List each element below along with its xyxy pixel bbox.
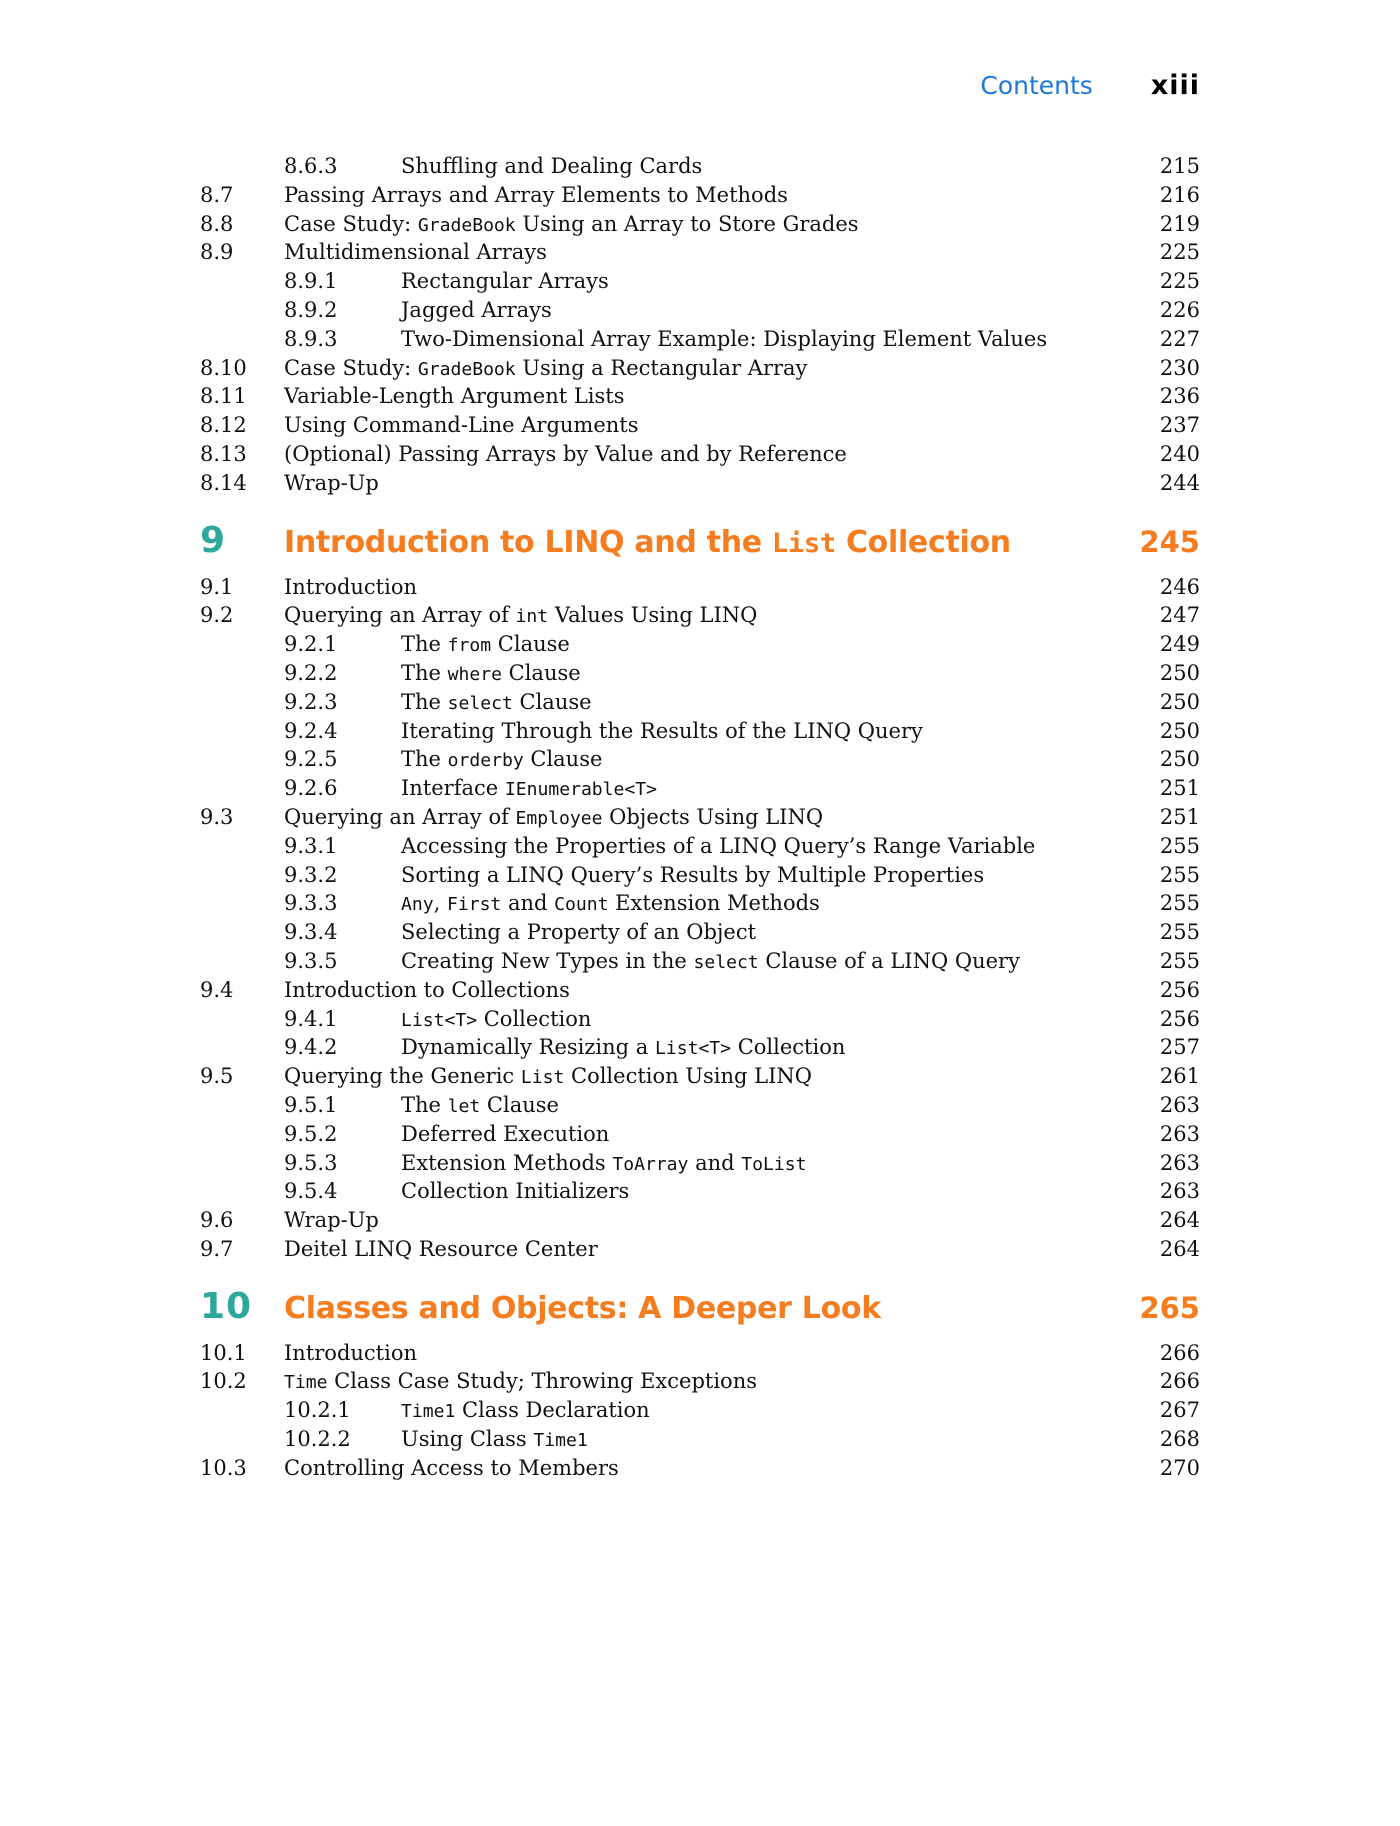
section-title: List<T> Collection: [401, 1006, 592, 1031]
code-term: orderby: [447, 750, 524, 772]
code-term: GradeBook: [417, 214, 516, 236]
section-title: Introduction to Collections: [284, 977, 570, 1002]
toc-entry-8.11: [200, 382, 1200, 411]
toc-entry-8.9.1: [200, 267, 1200, 296]
page-number: 245: [1139, 524, 1200, 559]
section-title: The orderby Clause: [401, 747, 603, 772]
page-number: 267: [1159, 1398, 1200, 1423]
toc-entry-9.7: [200, 1235, 1200, 1264]
page-number: 261: [1159, 1064, 1200, 1089]
section-number: 8.9.1: [284, 269, 338, 294]
code-term: Employee: [515, 807, 603, 829]
toc-entry-9.2.5: [200, 745, 1200, 774]
page-number: 251: [1159, 804, 1200, 829]
page-number: 255: [1159, 920, 1200, 945]
section-number: 8.9.3: [284, 326, 338, 351]
toc-entry-9.2.1: [200, 630, 1200, 659]
section-title: Dynamically Resizing a List<T> Collection: [401, 1035, 846, 1060]
page-number: 263: [1159, 1179, 1200, 1204]
code-term: Any: [401, 894, 434, 916]
toc-entry-10.3: [200, 1454, 1200, 1483]
section-title: Using Command-Line Arguments: [284, 413, 639, 438]
section-title: Any, First and Count Extension Methods: [401, 891, 820, 916]
contents-header-label: Contents: [980, 71, 1093, 100]
toc-entry-9.4.2: [200, 1033, 1200, 1062]
toc-entry-8.14: [200, 469, 1200, 498]
page-number: 237: [1159, 413, 1200, 438]
code-term: ToList: [741, 1153, 807, 1175]
code-term: from: [447, 635, 492, 657]
section-number: 9.5.2: [284, 1121, 338, 1146]
section-number: 9.4: [200, 977, 234, 1002]
toc-entry-9.5.1: [200, 1091, 1200, 1120]
toc-entry-10.2.1: [200, 1396, 1200, 1425]
page-number: 263: [1159, 1121, 1200, 1146]
section-title: The select Clause: [401, 689, 592, 714]
toc-entry-9.4.1: [200, 1005, 1200, 1034]
code-term: List: [520, 1067, 565, 1089]
section-number: 9.5.4: [284, 1179, 338, 1204]
page-number: 230: [1159, 355, 1200, 380]
page-number: 264: [1159, 1236, 1200, 1261]
page-header: [200, 70, 1200, 101]
section-number: 9.5: [200, 1064, 234, 1089]
section-number: 9.6: [200, 1208, 234, 1233]
section-number: 8.6.3: [284, 154, 338, 178]
toc-entry-9.4: [200, 976, 1200, 1005]
page-number: 225: [1159, 240, 1200, 265]
page-number: 227: [1159, 326, 1200, 351]
section-title: Variable-Length Argument Lists: [284, 384, 625, 409]
toc-entry-9.3.5: [200, 947, 1200, 976]
toc-entry-10.2.2: [200, 1425, 1200, 1454]
section-title: Deferred Execution: [401, 1121, 610, 1146]
page-number: 247: [1159, 603, 1200, 628]
page-number: 255: [1159, 891, 1200, 916]
section-title: Extension Methods ToArray and ToList: [401, 1150, 807, 1175]
page-number: 268: [1159, 1427, 1200, 1452]
section-number: 8.10: [200, 355, 247, 380]
section-number: 8.9: [200, 240, 234, 265]
section-number: 9.3.4: [284, 920, 338, 945]
section-number: 10.2.2: [284, 1427, 351, 1452]
section-title: (Optional) Passing Arrays by Value and by Reference: [284, 441, 847, 466]
code-term: Time: [284, 1372, 328, 1394]
section-number: 9.3.5: [284, 948, 338, 973]
section-number: 8.7: [200, 182, 234, 207]
section-number: 9.5.3: [284, 1150, 338, 1175]
section-title: Selecting a Property of an Object: [401, 920, 757, 945]
section-title: Wrap-Up: [284, 470, 379, 495]
section-title: Iterating Through the Results of the LINQ Query: [401, 718, 923, 743]
section-title: Case Study: GradeBook Using a Rectangular Array: [284, 355, 808, 380]
page-number: 240: [1159, 441, 1200, 466]
code-term: Time1: [533, 1430, 588, 1452]
toc-entry-9.2.4: [200, 717, 1200, 746]
page-number: 251: [1159, 776, 1200, 801]
page-number: 255: [1159, 948, 1200, 973]
section-title: Rectangular Arrays: [401, 269, 609, 294]
code-term: List<T>: [654, 1038, 732, 1060]
code-term: GradeBook: [417, 358, 516, 380]
section-number: 9.2.3: [284, 689, 338, 714]
toc-entry-9.5.3: [200, 1149, 1200, 1178]
section-title: Two-Dimensional Array Example: Displaying Element Values: [401, 326, 1048, 351]
section-title: Querying an Array of Employee Objects Using LINQ: [284, 804, 824, 829]
section-title: Introduction: [284, 1340, 417, 1365]
page-number: 264: [1159, 1208, 1200, 1233]
section-number: 9.3.2: [284, 862, 338, 887]
toc-entry-9.3: [200, 803, 1200, 832]
section-title: Multidimensional Arrays: [284, 240, 547, 265]
page-number: 250: [1159, 660, 1200, 685]
section-number: 8.12: [200, 413, 247, 438]
section-title: Interface IEnumerable<T>: [401, 776, 658, 801]
section-number: 8.14: [200, 470, 247, 495]
toc-entry-9.5.4: [200, 1177, 1200, 1206]
chapter-title: Classes and Objects: A Deeper Look: [284, 1290, 881, 1326]
section-title: Accessing the Properties of a LINQ Query’s Range Variable: [401, 833, 1036, 858]
section-number: 9.2.2: [284, 660, 338, 685]
page-number: 265: [1139, 1290, 1200, 1325]
section-title: Time1 Class Declaration: [401, 1398, 650, 1423]
folio-page-number: xiii: [1150, 70, 1200, 101]
chapter-number: 10: [200, 1285, 253, 1327]
page-number: 255: [1159, 833, 1200, 858]
code-term: IEnumerable<T>: [504, 779, 658, 801]
section-title: Time Class Case Study; Throwing Exceptions: [284, 1369, 758, 1394]
section-title: Passing Arrays and Array Elements to Methods: [284, 182, 788, 207]
toc-entry-8.10: [200, 354, 1200, 383]
toc-entry-9.1: [200, 573, 1200, 602]
section-title: The from Clause: [401, 632, 570, 657]
code-term: int: [515, 606, 549, 628]
section-title: Case Study: GradeBook Using an Array to Store Grades: [284, 211, 859, 236]
page-number: 250: [1159, 689, 1200, 714]
section-number: 9.2.6: [284, 776, 338, 801]
page-number: 266: [1159, 1369, 1200, 1394]
section-number: 10.2: [200, 1369, 247, 1394]
section-title: Wrap-Up: [284, 1208, 379, 1233]
section-number: 10.2.1: [284, 1398, 351, 1423]
page-number: 266: [1159, 1340, 1200, 1365]
section-title: Sorting a LINQ Query’s Results by Multiple Properties: [401, 862, 985, 887]
page-number: 226: [1159, 297, 1200, 322]
toc-entry-8.7: [200, 181, 1200, 210]
section-number: 8.9.2: [284, 297, 338, 322]
toc-entry-9.6: [200, 1206, 1200, 1235]
toc-entry-8.13: [200, 440, 1200, 469]
toc-entry-9.3.3: [200, 889, 1200, 918]
page-number: 249: [1159, 632, 1200, 657]
section-title: Querying an Array of int Values Using LINQ: [284, 603, 758, 628]
code-term: List<T>: [401, 1009, 478, 1031]
page-number: 216: [1159, 182, 1200, 207]
section-number: 8.8: [200, 211, 234, 236]
table-of-contents: [200, 152, 1200, 1483]
toc-entry-10.1: [200, 1339, 1200, 1368]
section-title: Querying the Generic List Collection Using LINQ: [284, 1064, 813, 1089]
toc-entry-9.3.1: [200, 832, 1200, 861]
page-number: 236: [1159, 384, 1200, 409]
section-number: 8.11: [200, 384, 247, 409]
section-number: 9.4.1: [284, 1006, 338, 1031]
section-number: 8.13: [200, 441, 247, 466]
code-term: select: [447, 692, 513, 714]
toc-entry-8.8: [200, 210, 1200, 239]
page-number: 250: [1159, 747, 1200, 772]
section-number: 9.2.4: [284, 718, 338, 743]
code-term: Count: [554, 894, 609, 916]
toc-entry-8.9.2: [200, 296, 1200, 325]
toc-entry-8.6.3: [200, 152, 1200, 181]
code-term: List: [771, 527, 836, 559]
section-title: Creating New Types in the select Clause of a LINQ Query: [401, 948, 1020, 973]
page-number: 225: [1159, 269, 1200, 294]
toc-entry-10.2: [200, 1367, 1200, 1396]
chapter-number: 9: [200, 519, 227, 561]
toc-entry-8.9.3: [200, 325, 1200, 354]
code-term: let: [447, 1095, 481, 1117]
toc-entry-9.2.2: [200, 659, 1200, 688]
toc-entry-9.2.3: [200, 688, 1200, 717]
section-title: Controlling Access to Members: [284, 1455, 619, 1480]
page-number: 270: [1159, 1455, 1200, 1480]
code-term: First: [446, 894, 502, 916]
page-number: 263: [1159, 1150, 1200, 1175]
toc-entry-9.3.2: [200, 861, 1200, 890]
page-number: 215: [1159, 154, 1200, 178]
section-number: 9.3.3: [284, 891, 338, 916]
page-number: 250: [1159, 718, 1200, 743]
section-title: The where Clause: [401, 660, 581, 685]
section-number: 9.1: [200, 574, 234, 599]
chapter-title: Introduction to LINQ and the List Collection: [284, 524, 1011, 560]
code-term: Time1: [401, 1401, 456, 1423]
chapter-heading-10: [200, 1284, 1200, 1330]
toc-entry-9.5.2: [200, 1120, 1200, 1149]
section-title: Using Class Time1: [401, 1427, 588, 1452]
page-number: 219: [1159, 211, 1200, 236]
toc-entry-8.12: [200, 411, 1200, 440]
section-title: Jagged Arrays: [401, 297, 552, 322]
chapter-heading-9: [200, 518, 1200, 564]
toc-entry-9.3.4: [200, 918, 1200, 947]
code-term: ToArray: [612, 1153, 689, 1175]
code-term: where: [447, 663, 502, 685]
page-number: 263: [1159, 1092, 1200, 1117]
page-number: 244: [1159, 470, 1200, 495]
section-number: 9.5.1: [284, 1092, 338, 1117]
section-number: 9.4.2: [284, 1035, 338, 1060]
page-number: 256: [1159, 1006, 1200, 1031]
section-number: 9.3.1: [284, 833, 338, 858]
section-number: 10.3: [200, 1455, 247, 1480]
code-term: select: [693, 951, 759, 973]
page-number: 256: [1159, 977, 1200, 1002]
section-number: 9.2.1: [284, 632, 338, 657]
section-title: The let Clause: [401, 1092, 559, 1117]
section-number: 9.7: [200, 1236, 234, 1261]
section-number: 9.2: [200, 603, 234, 628]
section-title: Shuffling and Dealing Cards: [401, 154, 703, 178]
section-title: Introduction: [284, 574, 417, 599]
toc-entry-9.2: [200, 601, 1200, 630]
section-number: 9.2.5: [284, 747, 338, 772]
toc-entry-9.5: [200, 1062, 1200, 1091]
section-title: Collection Initializers: [401, 1179, 630, 1204]
page-number: 246: [1159, 574, 1200, 599]
section-number: 10.1: [200, 1340, 247, 1365]
page-number: 255: [1159, 862, 1200, 887]
page-number: 257: [1159, 1035, 1200, 1060]
section-title: Deitel LINQ Resource Center: [284, 1236, 598, 1261]
toc-entry-8.9: [200, 238, 1200, 267]
toc-entry-9.2.6: [200, 774, 1200, 803]
section-number: 9.3: [200, 804, 234, 829]
